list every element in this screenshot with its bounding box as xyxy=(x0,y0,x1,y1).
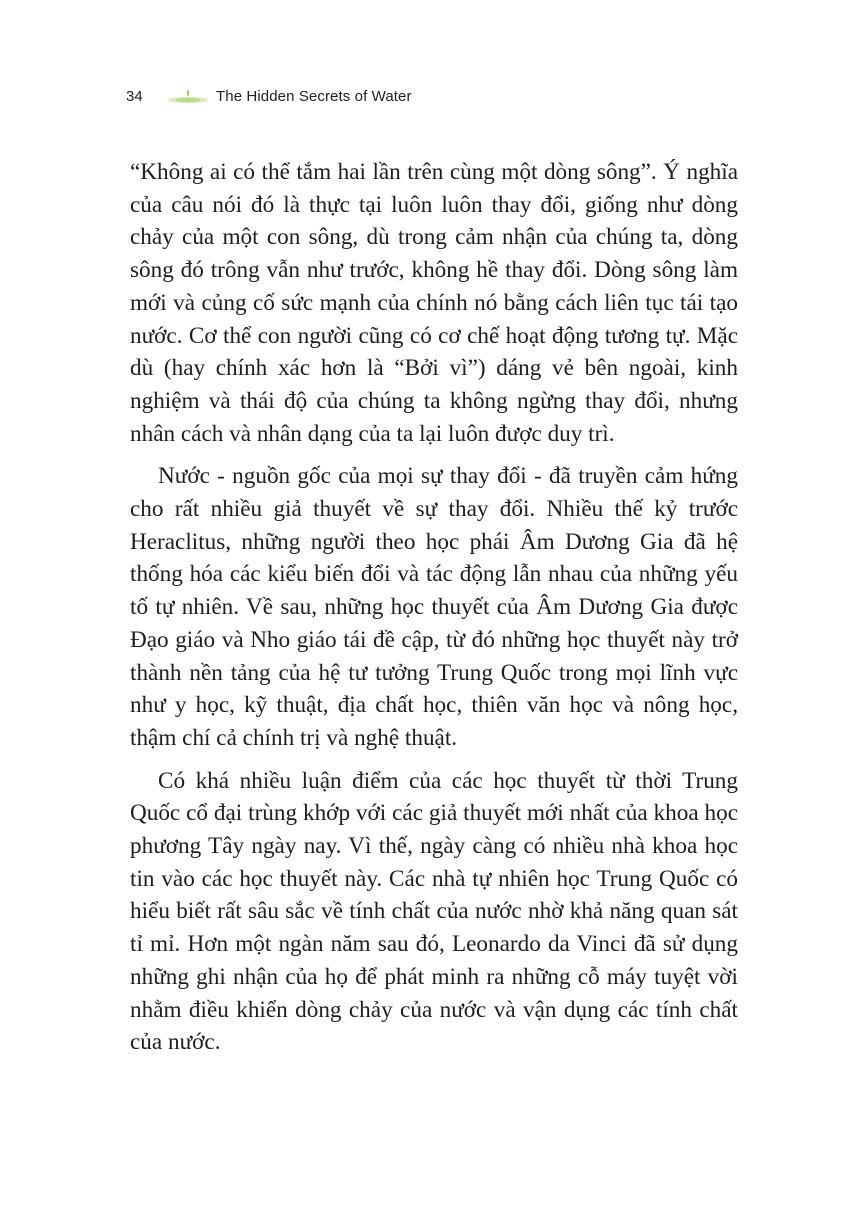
page-number: 34 xyxy=(126,87,143,105)
running-header xyxy=(126,84,412,108)
water-ripple-icon xyxy=(166,86,210,106)
paragraph: Có khá nhiều luận điểm của các học thuyết từ thời Trung Quốc cổ đại trùng khớp với các giả thuyết mới nhất của khoa học phương Tây ngày nay. Vì thế, ngày càng có nhiều nhà khoa học tin vào các học thuyết này. Các nhà tự nhiên học Trung Quốc có hiểu biết rất sâu sắc về tính chất của nước nhờ khả năng quan sát tỉ mỉ. Hơn một ngàn năm sau đó, Leonardo da Vinci đã sử dụng những ghi nhận của họ để phát minh ra những cỗ máy tuyệt vời nhằm điều khiển dòng chảy của nước và vận dụng các tính chất của nước. xyxy=(130,767,738,1056)
paragraph: Nước - nguồn gốc của mọi sự thay đổi - đã truyền cảm hứng cho rất nhiều giả thuyết về sự thay đổi. Nhiều thế kỷ trước Heraclitus, những người theo học phái Âm Dương Gia đã hệ thống hóa các kiểu biến đổi và tác động lẫn nhau của những yếu tố tự nhiên. Về sau, những học thuyết của Âm Dương Gia được Đạo giáo và Nho giáo tái đề cập, từ đó những học thuyết này trở thành nền tảng của hệ tư tưởng Trung Quốc trong mọi lĩnh vực như y học, kỹ thuật, địa chất học, thiên văn học và nông học, thậm chí cả chính trị và nghệ thuật. xyxy=(130,463,738,751)
book-title: The Hidden Secrets of Water xyxy=(216,87,412,105)
paragraph: “Không ai có thể tắm hai lần trên cùng một dòng sông”. Ý nghĩa của câu nói đó là thực tại luôn luôn thay đổi, giống như dòng chảy của một con sông, dù trong cảm nhận của chúng ta, dòng sông đó trông vẫn như trước, không hề thay đổi. Dòng sông làm mới và củng cố sức mạnh của chính nó bằng cách liên tục tái tạo nước. Cơ thể con người cũng có cơ chế hoạt động tương tự. Mặc dù (hay chính xác hơn là “Bởi vì”) dáng vẻ bên ngoài, kinh nghiệm và thái độ của chúng ta không ngừng thay đổi, nhưng nhân cách và nhân dạng của ta lại luôn được duy trì. xyxy=(130,159,738,447)
body-text xyxy=(130,156,738,1069)
